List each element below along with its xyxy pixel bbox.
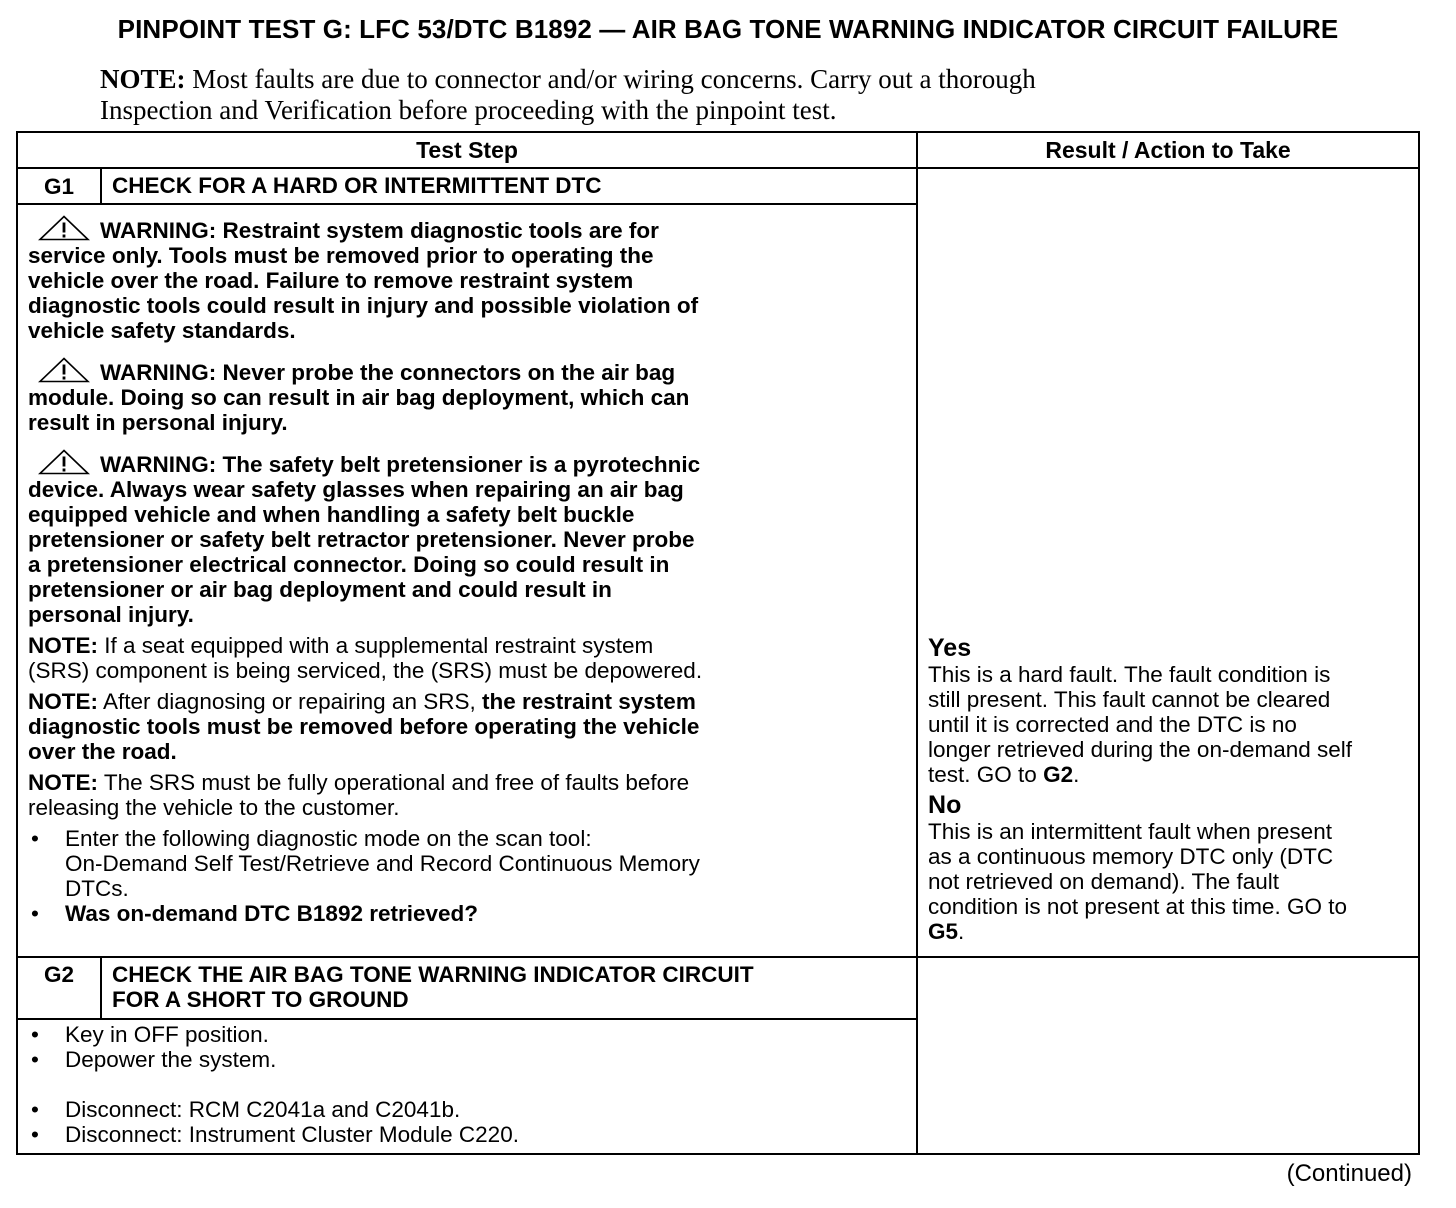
- warning-line: personal injury.: [28, 602, 194, 628]
- g1-steps-list: [28, 826, 876, 926]
- note-remove-tools: [28, 689, 876, 764]
- bullet-line: On-Demand Self Test/Retrieve and Record Continuous Memory: [65, 851, 700, 877]
- step-title-g1: CHECK FOR A HARD OR INTERMITTENT DTC: [101, 168, 917, 204]
- warning-block: [28, 449, 876, 627]
- g2-steps-list: [28, 1022, 876, 1147]
- warning-line: service only. Tools must be removed prior to operating the: [28, 243, 654, 269]
- note-label: NOTE:: [28, 689, 98, 715]
- bullet-line: Disconnect: Instrument Cluster Module C220.: [65, 1121, 519, 1147]
- header-result-action: Result / Action to Take: [917, 132, 1419, 168]
- bullet-line: Depower the system.: [65, 1046, 277, 1072]
- warning-line: pretensioner or safety belt retractor pretensioner. Never probe: [28, 527, 695, 553]
- bullet-icon: •: [31, 1096, 39, 1122]
- warning-line: WARNING: The safety belt pretensioner is a pyrotechnic: [100, 452, 701, 478]
- bullet-icon: •: [31, 1046, 39, 1072]
- bullet-line: Disconnect: RCM C2041a and C2041b.: [65, 1096, 461, 1122]
- list-item: [28, 901, 876, 926]
- result-no-heading: No: [928, 790, 962, 819]
- list-item: [28, 1047, 876, 1072]
- warning-line: WARNING: Never probe the connectors on the air bag: [100, 360, 676, 386]
- list-item: [28, 826, 876, 901]
- note-line-bold: diagnostic tools must be removed before operating the vehicle: [28, 714, 700, 740]
- step-body-g2: [17, 1019, 917, 1154]
- result-yes-line: This is a hard fault. The fault condition is: [928, 661, 1331, 687]
- warning-line: equipped vehicle and when handling a safety belt buckle: [28, 502, 635, 528]
- step-title-line: FOR A SHORT TO GROUND: [112, 986, 409, 1012]
- result-yes-line: until it is corrected and the DTC is no: [928, 711, 1297, 737]
- continued-label: (Continued): [1286, 1160, 1412, 1187]
- top-note-line2: Inspection and Verification before proceeding with the pinpoint test.: [100, 95, 837, 125]
- note-line-bold: over the road.: [28, 739, 177, 765]
- warning-line: pretensioner or air bag deployment and could result in: [28, 577, 612, 603]
- top-note-line1: Most faults are due to connector and/or wiring concerns. Carry out a thorough: [192, 64, 1036, 94]
- step-title-g2: [101, 957, 917, 1019]
- bullet-line: Key in OFF position.: [65, 1021, 269, 1047]
- result-g1: [917, 168, 1419, 957]
- warning-triangle-icon: [38, 357, 90, 383]
- bullet-icon: •: [31, 1021, 39, 1047]
- step-title-line: CHECK THE AIR BAG TONE WARNING INDICATOR CIRCUIT: [112, 961, 754, 987]
- warning-triangle-icon: [38, 215, 90, 241]
- note-line: releasing the vehicle to the customer.: [28, 795, 400, 821]
- warning-line: module. Doing so can result in air bag deployment, which can: [28, 385, 690, 411]
- bullet-icon: •: [31, 1121, 39, 1147]
- header-test-step: Test Step: [17, 132, 917, 168]
- warning-line: device. Always wear safety glasses when repairing an air bag: [28, 477, 684, 503]
- bullet-line: DTCs.: [65, 876, 129, 902]
- result-no-line: This is an intermittent fault when present: [928, 818, 1332, 844]
- note-label: NOTE:: [28, 633, 98, 659]
- result-yes-line: longer retrieved during the on-demand self: [928, 736, 1353, 762]
- step-id-g1: G1: [17, 168, 101, 204]
- result-no-line: condition is not present at this time. GO to: [928, 893, 1347, 919]
- warning-block: [28, 215, 876, 343]
- result-no-line: not retrieved on demand). The fault: [928, 868, 1280, 894]
- goto-g5: G5: [928, 918, 959, 944]
- step-body-g1: [17, 204, 917, 957]
- step-id-g2: G2: [17, 957, 101, 1019]
- bullet-question: Was on-demand DTC B1892 retrieved?: [65, 901, 479, 927]
- result-yes-text: This is a hard fault. The fault condition is still present. This fault cannot be cleared until it is corrected and the DTC is no longer retrieved during the on-demand self test. GO to G2.: [928, 661, 1353, 787]
- note-line: (SRS) component is being serviced, the (SRS) must be depowered.: [28, 658, 703, 684]
- result-yes-heading: Yes: [928, 633, 972, 662]
- note-line: If a seat equipped with a supplemental restraint system: [98, 633, 654, 659]
- list-item: [28, 1122, 876, 1147]
- warning-line: a pretensioner electrical connector. Doing so could result in: [28, 552, 670, 578]
- result-g2: [917, 957, 1419, 1154]
- top-note-label: NOTE:: [100, 64, 186, 94]
- top-note: [100, 64, 1300, 126]
- note-srs-depower: [28, 633, 876, 683]
- note-line-bold: the restraint system: [481, 689, 696, 715]
- warning-triangle-icon: [38, 449, 90, 475]
- warning-line: diagnostic tools could result in injury and possible violation of: [28, 293, 699, 319]
- note-line: The SRS must be fully operational and free of faults before: [98, 770, 690, 796]
- pinpoint-test-table: [16, 131, 1420, 1155]
- list-item: [28, 1097, 876, 1122]
- note-label: NOTE:: [28, 770, 98, 796]
- result-no-line: as a continuous memory DTC only (DTC: [928, 843, 1334, 869]
- result-yes-line: still present. This fault cannot be cleared: [928, 686, 1331, 712]
- note-line: After diagnosing or repairing an SRS,: [98, 689, 482, 715]
- bullet-icon: •: [31, 826, 39, 852]
- page-title: PINPOINT TEST G: LFC 53/DTC B1892 — AIR BAG TONE WARNING INDICATOR CIRCUIT FAILURE: [117, 14, 1339, 44]
- goto-g2: G2: [1043, 761, 1074, 787]
- bullet-line: Enter the following diagnostic mode on the scan tool:: [65, 826, 592, 852]
- warning-line: vehicle over the road. Failure to remove restraint system: [28, 268, 634, 294]
- result-no-text: This is an intermittent fault when present as a continuous memory DTC only (DTC not retrieved on demand). The fault condition is not present at this time. GO to G5.: [928, 818, 1347, 944]
- bullet-icon: •: [31, 901, 39, 927]
- warning-block: [28, 357, 876, 435]
- list-item: [28, 1022, 876, 1047]
- warning-line: vehicle safety standards.: [28, 318, 296, 344]
- note-srs-operational: [28, 770, 876, 820]
- result-yes-line: test. GO to: [928, 761, 1044, 787]
- warning-line: WARNING: Restraint system diagnostic tools are for: [100, 218, 659, 244]
- warning-line: result in personal injury.: [28, 410, 288, 436]
